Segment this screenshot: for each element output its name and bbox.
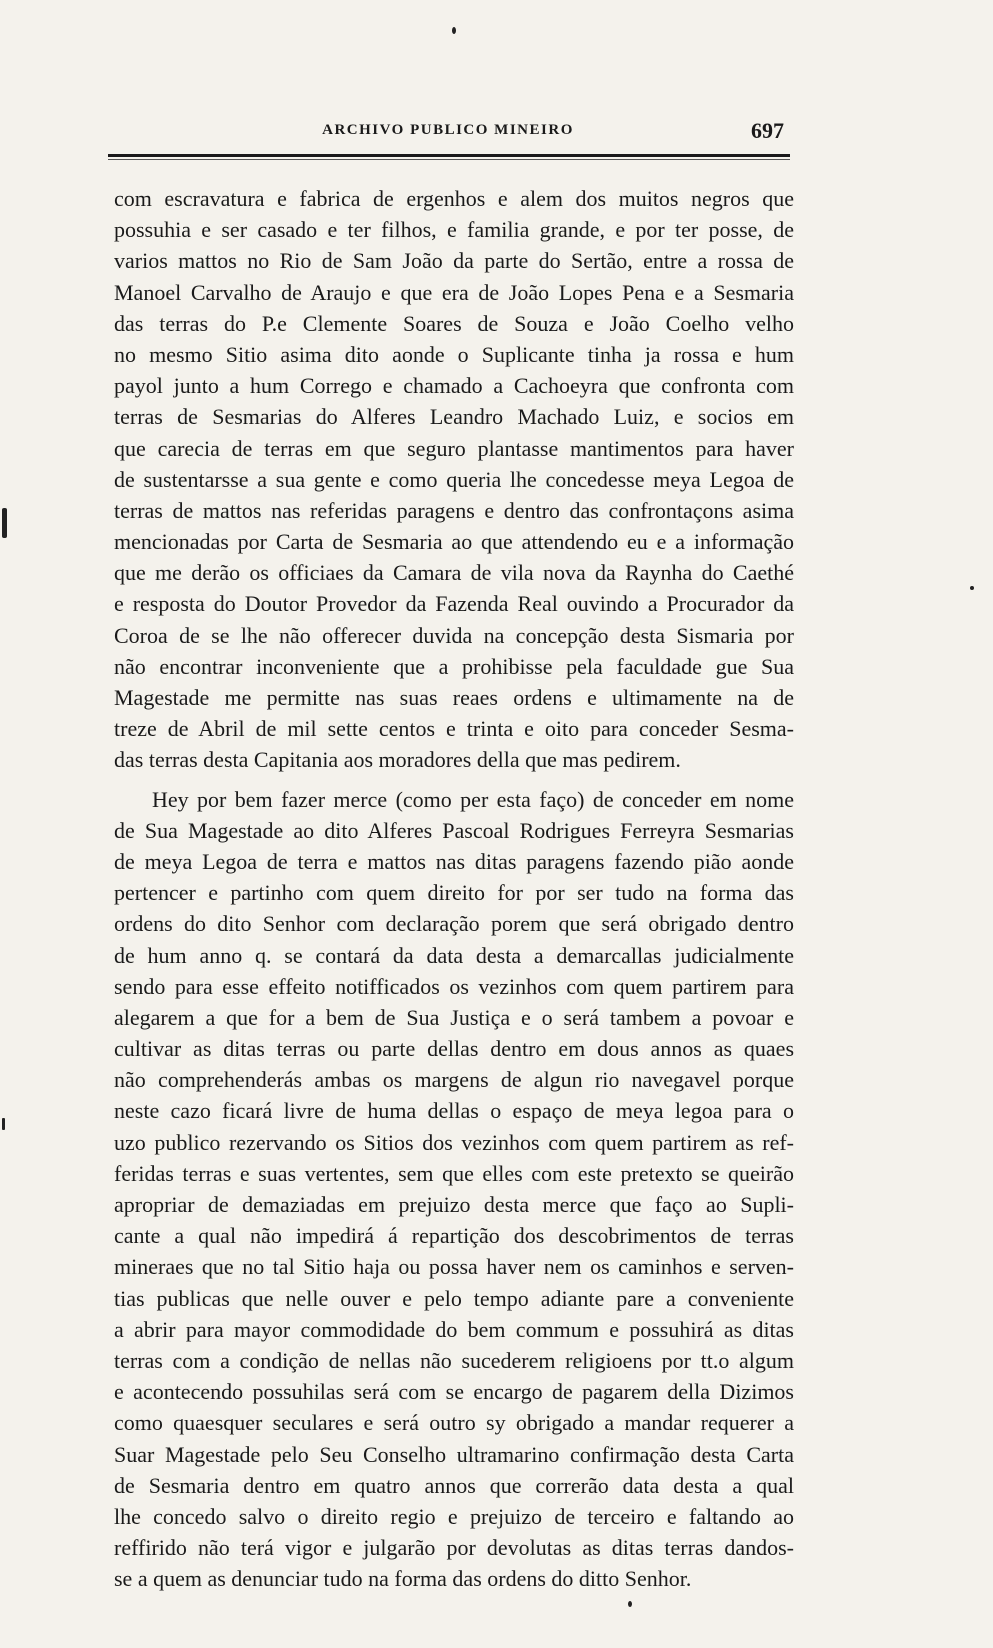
ink-speck <box>2 1118 5 1130</box>
paragraph-2 <box>114 784 794 1595</box>
text-line: das terras do P.e Clemente Soares de Souza e João Coelho velho <box>114 310 794 336</box>
text-line: mencionadas por Carta de Sesmaria ao que attendendo eu e a informação <box>114 529 794 555</box>
text-line: de Sesmaria dentro em quatro annos que correrão data desta a qual <box>114 1472 794 1498</box>
text-line: de Sua Magestade ao dito Alferes Pascoal Rodrigues Ferreyra Sesmarias <box>114 817 794 843</box>
text-line: das terras desta Capitania aos moradores della que mas pedirem. <box>114 747 681 773</box>
running-head: ARCHIVO PUBLICO MINEIRO <box>322 122 574 138</box>
text-line: não encontrar inconveniente que a prohibisse pela faculdade gue Sua <box>114 653 794 679</box>
text-line: neste cazo ficará livre de huma dellas o espaço de meya legoa para o <box>114 1098 794 1124</box>
text-line: terras de Sesmarias do Alferes Leandro Machado Luiz, e socios em <box>114 404 794 430</box>
text-line: mineraes que no tal Sitio haja ou possa haver nem os caminhos e serven- <box>114 1254 794 1280</box>
text-line: uzo publico rezervando os Sitios dos vezinhos com quem partirem as ref- <box>114 1129 794 1155</box>
text-line: de meya Legoa de terra e mattos nas ditas paragens fazendo pião aonde <box>114 848 794 874</box>
text-line: Manoel Carvalho de Araujo e que era de João Lopes Pena e a Sesmaria <box>114 279 794 305</box>
text-line: como quaesquer seculares e será outro sy obrigado a mandar requerer a <box>114 1410 794 1436</box>
paragraph-1 <box>114 183 794 776</box>
text-line: Coroa de se lhe não offerecer duvida na concepção desta Sismaria por <box>114 622 794 648</box>
ink-speck <box>970 586 974 590</box>
header-rule <box>108 154 790 157</box>
text-line: cultivar as ditas terras ou parte dellas dentro em dous annos as quaes <box>114 1036 794 1062</box>
text-line: Hey por bem fazer merce (como per esta faço) de conceder em nome <box>152 786 794 812</box>
text-line: se a quem as denunciar tudo na forma das ordens do ditto Senhor. <box>114 1566 692 1592</box>
ink-speck <box>628 1601 632 1607</box>
text-line: apropriar de demaziadas em prejuizo desta merce que faço ao Supli- <box>114 1192 794 1217</box>
text-line: de hum anno q. se contará da data desta a demarcallas judicialmente <box>114 942 794 968</box>
text-line: Magestade me permitte nas suas reaes ordens e ultimamente na de <box>114 685 794 710</box>
ink-speck <box>2 508 7 538</box>
text-line: terras de mattos nas referidas paragens e dentro das confrontaçons asima <box>114 497 794 523</box>
text-line: varios mattos no Rio de Sam João da parte do Sertão, entre a rossa de <box>114 248 794 274</box>
text-line: a abrir para mayor commodidade do bem commum e possuhirá as ditas <box>114 1316 794 1342</box>
text-line: Suar Magestade pelo Seu Conselho ultramarino confirmação desta Carta <box>114 1441 794 1467</box>
text-line: e acontecendo possuhilas será com se encargo de pagarem della Dizimos <box>114 1379 794 1405</box>
text-line: tias publicas que nelle ouver e pelo tempo adiante pare a conveniente <box>114 1285 794 1311</box>
paragraph-gap <box>114 776 794 784</box>
text-line: que me derão os officiaes da Camara de vila nova da Raynha do Caethé <box>114 560 794 586</box>
ink-speck <box>452 27 456 34</box>
text-line: payol junto a hum Corrego e chamado a Cachoeyra que confronta com <box>114 373 794 399</box>
page-number: 697 <box>751 118 784 143</box>
text-line: possuhia e ser casado e ter filhos, e familia grande, e por ter posse, de <box>114 217 794 243</box>
text-line: no mesmo Sitio asima dito aonde o Suplicante tinha ja rossa e hum <box>114 341 794 367</box>
text-line: reffirido não terá vigor e julgarão por devolutas as ditas terras dandos- <box>114 1535 794 1561</box>
text-line: alegarem a que for a bem de Sua Justiça e o será tambem a povoar e <box>114 1004 794 1030</box>
text-line: com escravatura e fabrica de ergenhos e alem dos muitos negros que <box>114 186 794 211</box>
text-line: não comprehenderás ambas os margens de algun rio navegavel porque <box>114 1067 794 1093</box>
text-line: que carecia de terras em que seguro plantasse mantimentos para haver <box>114 435 794 461</box>
text-line: pertencer e partinho com quem direito for por ser tudo na forma das <box>114 880 794 906</box>
header-rule-thin <box>108 159 790 160</box>
text-line: feridas terras e suas vertentes, sem que elles com este pretexto se queirão <box>114 1160 794 1186</box>
text-line: terras com a condição de nellas não sucederem religioens por tt.o algum <box>114 1347 794 1373</box>
text-line: de sustentarsse a sua gente e como queria lhe concedesse meya Legoa de <box>114 466 794 492</box>
text-line: lhe concedo salvo o direito regio e prejuizo de terceiro e faltando ao <box>114 1503 794 1529</box>
text-line: ordens do dito Senhor com declaração porem que será obrigado dentro <box>114 911 794 937</box>
page-header <box>108 118 788 148</box>
text-line: cante a qual não impedirá á repartição dos descobrimentos de terras <box>114 1223 794 1249</box>
body-text <box>114 183 794 1594</box>
text-line: treze de Abril de mil sette centos e trinta e oito para conceder Sesma- <box>114 716 794 742</box>
text-line: e resposta do Doutor Provedor da Fazenda Real ouvindo a Procurador da <box>114 591 794 617</box>
text-line: sendo para esse effeito notifficados os vezinhos com quem partirem para <box>114 973 794 999</box>
